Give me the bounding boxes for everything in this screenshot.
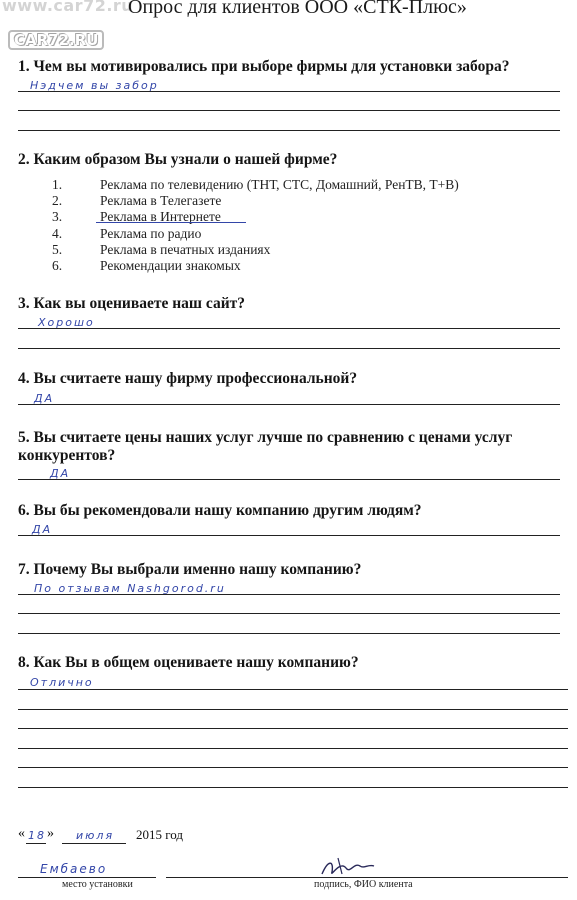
answer-3: Хорошо: [38, 316, 95, 329]
watermark-site: www.car72.ru: [2, 0, 134, 15]
answer-line: [18, 748, 568, 749]
place-value: Ембаево: [40, 862, 108, 876]
answer-5: ДА: [50, 467, 71, 480]
date-day-line: [26, 843, 46, 844]
answer-4: ДА: [34, 392, 55, 405]
option-number: 6.: [52, 258, 63, 273]
question-7: 7. Почему Вы выбрали именно нашу компанию?: [18, 561, 362, 578]
option-label: Реклама по радио: [100, 226, 202, 241]
answer-line: [18, 404, 560, 405]
question-5-line1: 5. Вы считаете цены наших услуг лучше по сравнению с ценами услуг: [18, 429, 513, 446]
question-2: 2. Каким образом Вы узнали о нашей фирме?: [18, 151, 338, 168]
watermark-logo: CAR72.RU: [8, 30, 104, 50]
question-1: 1. Чем вы мотивировались при выборе фирмы для установки забора?: [18, 58, 510, 75]
answer-line: [18, 130, 560, 131]
question-5-line2: конкурентов?: [18, 447, 116, 464]
answer-line: [18, 594, 560, 595]
answer-line: [18, 535, 560, 536]
answer-line: [18, 709, 568, 710]
selection-underline: [96, 222, 246, 223]
answer-line: [18, 328, 560, 329]
option-label: Реклама в печатных изданиях: [100, 242, 271, 257]
question-4: 4. Вы считаете нашу фирму профессиональной?: [18, 370, 358, 387]
date-month: июля: [76, 829, 115, 842]
option-number: 5.: [52, 242, 63, 257]
answer-line: [18, 110, 560, 111]
question-8: 8. Как Вы в общем оцениваете нашу компанию?: [18, 654, 359, 671]
answer-line: [18, 479, 560, 480]
signature-label: подпись, ФИО клиента: [314, 879, 413, 890]
question-6: 6. Вы бы рекомендовали нашу компанию другим людям?: [18, 502, 422, 519]
answer-line: [18, 348, 560, 349]
option-number: 1.: [52, 177, 63, 192]
answer-line: [18, 633, 560, 634]
option-label: Реклама в Интернете: [100, 209, 221, 224]
answer-1: Нэдчем вы забор: [30, 79, 159, 92]
option-number: 3.: [52, 209, 63, 224]
date-month-line: [62, 843, 126, 844]
place-line: [18, 877, 156, 878]
option-label: Рекомендации знакомых: [100, 258, 241, 273]
date-day: 18: [28, 829, 46, 842]
question-3: 3. Как вы оцениваете наш сайт?: [18, 295, 245, 312]
answer-line: [18, 767, 568, 768]
option-label: Реклама по телевидению (ТНТ, СТС, Домашний, РенТВ, Т+В): [100, 177, 459, 192]
answer-line: [18, 728, 568, 729]
answer-7: По отзывам Nashgorod.ru: [34, 582, 226, 595]
option-number: 2.: [52, 193, 63, 208]
quote-close: »: [47, 826, 54, 841]
place-label: место установки: [62, 879, 133, 890]
quote-open: «: [18, 826, 25, 841]
option-label: Реклама в Телегазете: [100, 193, 222, 208]
option-number: 4.: [52, 226, 63, 241]
answer-6: ДА: [32, 523, 53, 536]
answer-line: [18, 787, 568, 788]
answer-8: Отлично: [30, 676, 94, 689]
answer-line: [18, 91, 560, 92]
answer-line: [18, 613, 560, 614]
signature-line: [166, 877, 568, 878]
page-title: Опрос для клиентов ООО «СТК-Плюс»: [128, 0, 467, 18]
answer-line: [18, 689, 568, 690]
date-year: 2015 год: [136, 827, 183, 842]
